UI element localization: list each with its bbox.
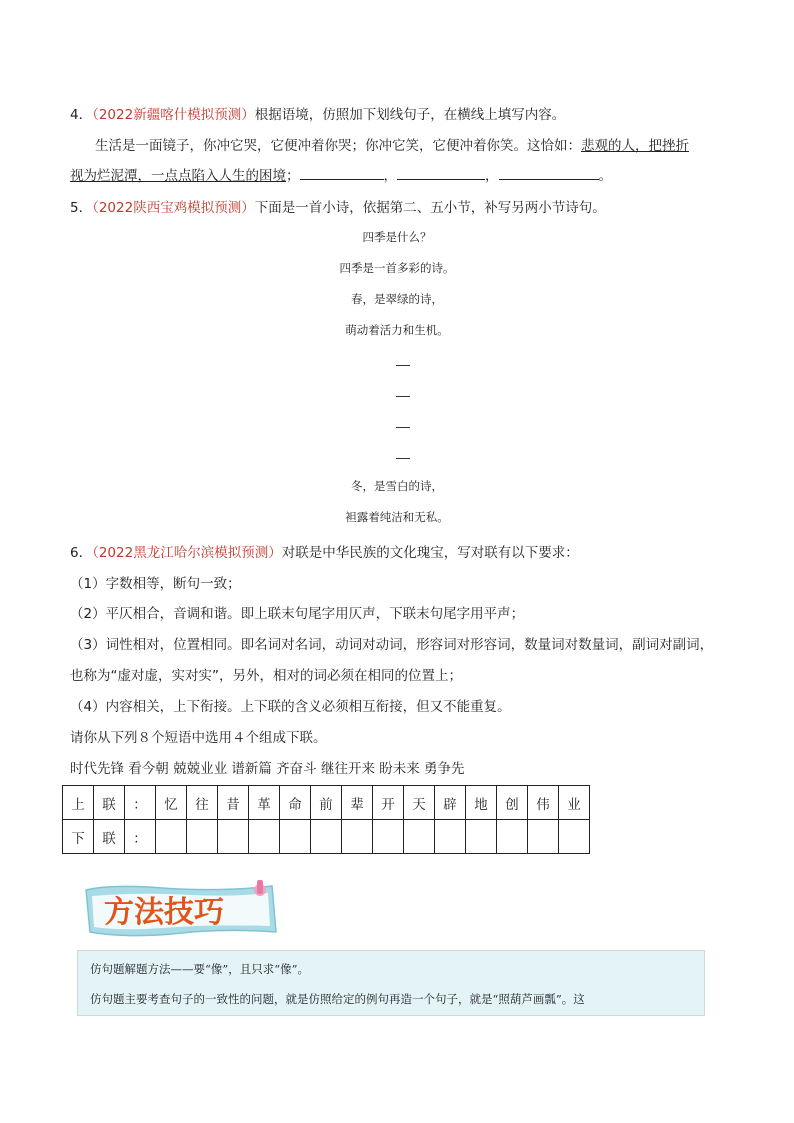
q4-sep-3: ， <box>485 168 499 184</box>
upper-cell: 革 <box>249 786 280 820</box>
q5-source: （2022陕西宝鸡模拟预测） <box>92 200 255 216</box>
q4-blank-1[interactable] <box>300 167 384 180</box>
poem-line: 冬，是雪白的诗， <box>351 479 443 493</box>
poem-blank-line[interactable] <box>396 458 410 459</box>
method-title: 方法技巧 <box>104 895 224 930</box>
lower-answer-cell[interactable] <box>497 820 528 854</box>
q4-sep-2: ， <box>383 168 397 184</box>
couplet-table <box>62 785 590 854</box>
lower-answer-cell[interactable] <box>156 820 187 854</box>
upper-cell: 业 <box>559 786 590 820</box>
q6-rule: （2）平仄相合，音调和谐。即上联末句尾字用仄声，下联末句尾字用平声； <box>70 606 525 622</box>
upper-cell: 昔 <box>218 786 249 820</box>
upper-cell: 联 <box>94 786 125 820</box>
upper-cell: 辟 <box>435 786 466 820</box>
q4-underline-1: 悲观的人，把挫折 <box>581 138 689 154</box>
upper-cell: 上 <box>63 786 94 820</box>
upper-cell: 前 <box>311 786 342 820</box>
q4-number: 4． <box>70 107 93 123</box>
upper-couplet-row <box>63 786 590 820</box>
q4-text-line2 <box>70 164 612 184</box>
upper-cell: 往 <box>187 786 218 820</box>
poem-line: 四季是一首多彩的诗。 <box>339 261 455 275</box>
upper-cell: 命 <box>280 786 311 820</box>
lower-couplet-row <box>63 820 590 854</box>
q6-heading <box>70 541 579 561</box>
q4-end: 。 <box>598 168 612 184</box>
q4-sep-1: ； <box>286 168 300 184</box>
q5-heading <box>70 196 606 216</box>
lower-cell: 联 <box>94 820 125 854</box>
poem-blank-line[interactable] <box>396 427 410 428</box>
lower-answer-cell[interactable] <box>466 820 497 854</box>
method-tip: 仿句题解题方法——要“像”，且只求“像”。 <box>90 962 310 976</box>
q6-prompt: 对联是中华民族的文化瑰宝，写对联有以下要求： <box>281 545 579 561</box>
q4-blank-3[interactable] <box>499 167 599 180</box>
banner-graphic <box>82 880 282 938</box>
lower-answer-cell[interactable] <box>187 820 218 854</box>
lower-answer-cell[interactable] <box>373 820 404 854</box>
poem-line: 袒露着纯洁和无私。 <box>345 510 449 524</box>
lower-answer-cell[interactable] <box>435 820 466 854</box>
upper-cell: 辈 <box>342 786 373 820</box>
method-tip-box <box>77 950 705 1016</box>
q4-prompt: 根据语境，仿照加下划线句子，在横线上填写内容。 <box>254 107 566 123</box>
upper-cell: 开 <box>373 786 404 820</box>
upper-cell: 天 <box>404 786 435 820</box>
lower-answer-cell[interactable] <box>280 820 311 854</box>
upper-cell: 伟 <box>528 786 559 820</box>
poem-line: 萌动着活力和生机。 <box>345 323 449 337</box>
q6-rule: 也称为“虚对虚，实对实”，另外，相对的词必须在相同的位置上； <box>70 668 462 684</box>
lower-answer-cell[interactable] <box>218 820 249 854</box>
q6-number: 6． <box>70 545 93 561</box>
lower-answer-cell[interactable] <box>559 820 590 854</box>
q5-prompt: 下面是一首小诗，依据第二、五小节，补写另两小节诗句。 <box>254 200 606 216</box>
q4-underline-2: 视为烂泥潭，一点点陷入人生的困境 <box>70 168 286 184</box>
q4-text-line1 <box>95 134 689 154</box>
q4-source: （2022新疆喀什模拟预测） <box>92 107 255 123</box>
lower-answer-cell[interactable] <box>342 820 373 854</box>
poem-blank-line[interactable] <box>396 365 410 366</box>
q6-rule: （4）内容相关，上下衔接。上下联的含义必须相互衔接，但又不能重复。 <box>70 699 511 715</box>
upper-cell: ： <box>125 786 156 820</box>
method-banner <box>82 880 282 938</box>
q6-rule: （1）字数相等，断句一致； <box>70 576 241 592</box>
lower-answer-cell[interactable] <box>249 820 280 854</box>
lower-answer-cell[interactable] <box>404 820 435 854</box>
lower-cell: ： <box>125 820 156 854</box>
lower-answer-cell[interactable] <box>311 820 342 854</box>
q6-instruction: 请你从下列８个短语中选用４个组成下联。 <box>70 730 327 746</box>
method-tip: 仿句题主要考查句子的一致性的问题，就是仿照给定的例句再造一个句子，就是“照葫芦画瓢”。这 <box>90 992 585 1006</box>
poem-line: 春，是翠绿的诗， <box>351 292 443 306</box>
poem-line: 四季是什么？ <box>362 230 432 244</box>
q4-blank-2[interactable] <box>397 167 485 180</box>
q6-phrases: 时代先锋 看今朝 兢兢业业 谱新篇 齐奋斗 继往开来 盼未来 勇争先 <box>70 761 465 777</box>
q4-heading <box>70 103 565 123</box>
q5-number: 5． <box>70 200 93 216</box>
q6-source: （2022黑龙江哈尔滨模拟预测） <box>92 545 282 561</box>
upper-cell: 忆 <box>156 786 187 820</box>
upper-cell: 创 <box>497 786 528 820</box>
lower-cell: 下 <box>63 820 94 854</box>
poem-blank-line[interactable] <box>396 396 410 397</box>
q6-rule: （3）词性相对，位置相同。即名词对名词，动词对动词，形容词对形容词，数量词对数量词，副词对副词， <box>70 637 714 653</box>
upper-cell: 地 <box>466 786 497 820</box>
lower-answer-cell[interactable] <box>528 820 559 854</box>
q4-text-before: 生活是一面镜子，你冲它哭，它便冲着你哭；你冲它笑，它便冲着你笑。这恰如： <box>95 138 581 154</box>
